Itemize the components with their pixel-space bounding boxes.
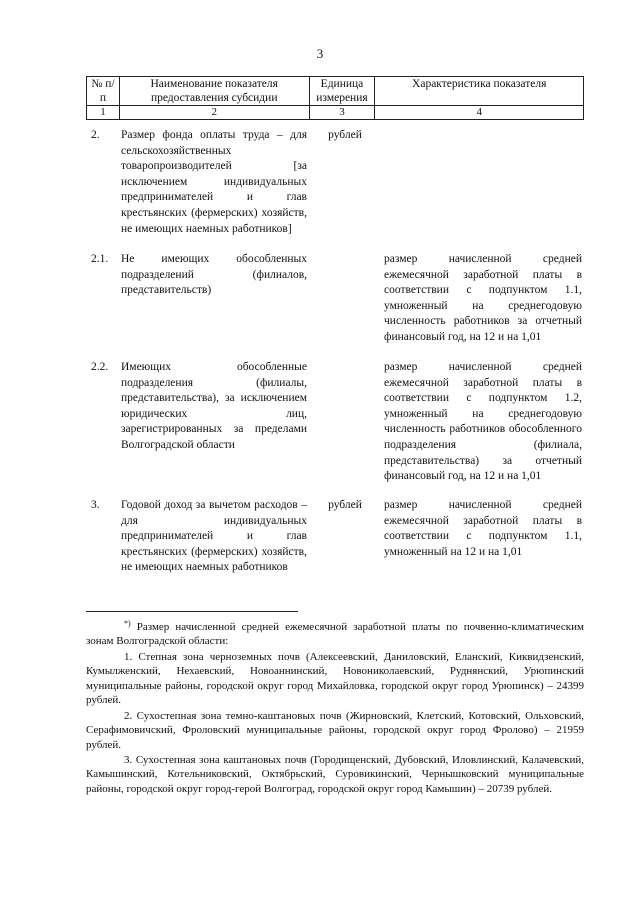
header-num-1: 1 <box>87 106 120 120</box>
row-3-characteristic: размер начисленной средней ежемесячной заработной платы в соответствии с подпунктом 1.1, умноженный на 12 и на 1,01 <box>384 499 582 558</box>
row-2-number: 2. <box>91 129 100 141</box>
footnote-intro-text: Размер начисленной средней ежемесячной заработной платы по почвенно-климатическим зонам Волгоградской области: <box>86 621 585 648</box>
row-2-2-number: 2.2. <box>91 361 109 373</box>
footnote-item-2: 2. Сухостепная зона темно-каштановых почв (Жирновский, Клетский, Котовский, Ольховский, Серафимовичский, Фроловский муниципальные районы, городской округ город Фролово) – 21959 рублей. <box>86 710 584 751</box>
row-3-unit: рублей <box>328 499 362 511</box>
page-number: 3 <box>316 46 324 61</box>
header-col-unit: Единица измерения <box>309 77 375 106</box>
header-num-3: 3 <box>309 106 375 120</box>
footnote-item-3: 3. Сухостепная зона каштановых почв (Городищенский, Дубовский, Иловлинский, Калачевский, Камышинский, Котельниковский, Октябрьский, Суровикинский, Чернышковский муниципальные районы, городской округ город-герой Волгоград, городской округ город Камышин) – 20739 рублей. <box>86 754 584 795</box>
header-col-number: № п/п <box>87 77 120 106</box>
row-2-unit: рублей <box>328 129 362 141</box>
header-num-4: 4 <box>375 106 584 120</box>
row-2-name: Размер фонда оплаты труда – для сельскохозяйственных товаропроизводителей [за исключением индивидуальных предпринимателей и глав крестьянских (фермерских) хозяйств, не имеющих наемных работников] <box>121 129 307 235</box>
header-col-characteristic: Характеристика показателя <box>375 77 584 106</box>
footnote-item-1: 1. Степная зона черноземных почв (Алексеевский, Даниловский, Еланский, Киквидзенский, Кумылженский, Нехаевский, Новоаннинский, Новониколаевский, Руднянский, Урюпинский муниципальные районы, городской округ город Михайловка, городской округ город Урюпинск) – 24399 рублей. <box>86 651 584 707</box>
footnote-intro <box>86 620 584 649</box>
table-header <box>86 76 584 120</box>
footnote-mark: *) <box>124 619 131 628</box>
row-2-1-number: 2.1. <box>91 253 109 265</box>
row-3-name: Годовой доход за вычетом расходов – для индивидуальных предпринимателей и глав крестьянских (фермерских) хозяйств, не имеющих наемных работников <box>121 499 307 574</box>
header-num-2: 2 <box>119 106 309 120</box>
row-2-2-name: Имеющих обособленные подразделения (филиалы, представительства), за исключением юридических лиц, зарегистрированных за пределами Волгоградской области <box>121 361 307 451</box>
header-col-name: Наименование показателя предоставления субсидии <box>119 77 309 106</box>
row-3-number: 3. <box>91 499 100 511</box>
row-2-1-name: Не имеющих обособленных подразделений (филиалов, представительств) <box>121 253 307 297</box>
row-2-2-characteristic: размер начисленной средней ежемесячной заработной платы в соответствии с подпунктом 1.2, умноженный на среднегодовую численность работников обособленного подразделения (филиала, представительства) за отчетный финансовый год, на 12 и на 1,01 <box>384 361 582 483</box>
footnote-divider <box>86 611 298 612</box>
row-2-1-characteristic: размер начисленной средней ежемесячной заработной платы в соответствии с подпунктом 1.1, умноженный на среднегодовую численность работников за отчетный финансовый год, на 12 и на 1,01 <box>384 253 582 343</box>
